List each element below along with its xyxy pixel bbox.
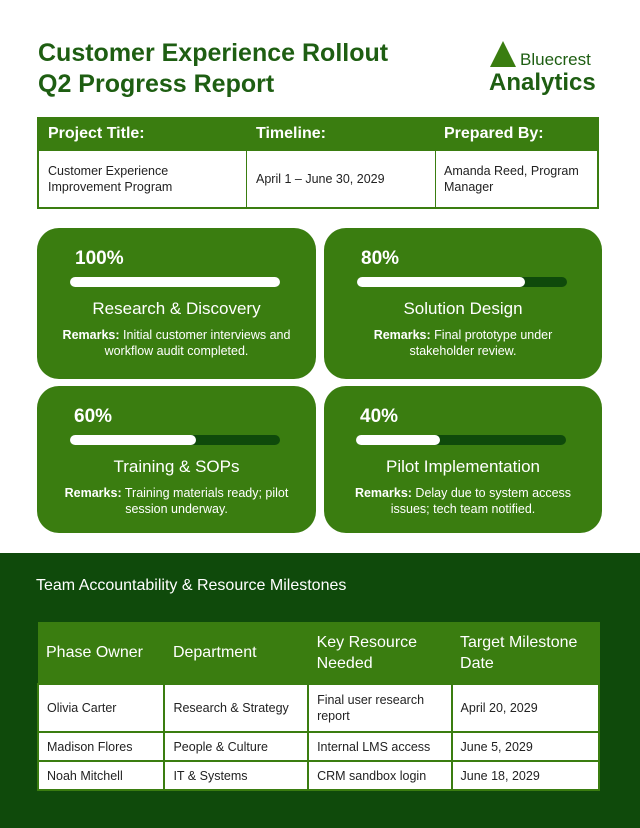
phase-title: Research & Discovery [92,299,261,318]
phase-remark [338,485,588,517]
phase-card-training [37,386,316,533]
progress-track [357,277,567,287]
project-title-value: Customer Experience Improvement Program [48,164,173,194]
table-row [38,732,599,761]
remark-label: Remarks: [64,486,122,500]
timeline-value: April 1 – June 30, 2029 [256,172,385,186]
table-row [38,761,599,790]
progress-track [70,435,280,445]
resource-cell: CRM sandbox login [308,761,451,790]
report-title [38,38,388,100]
milestones-table [37,622,600,791]
phase-percent: 80% [361,248,400,269]
department-cell: Research & Strategy [164,684,308,732]
prepared-by-value: Amanda Reed, Program Manager [444,164,579,194]
phase-card-pilot [324,386,602,533]
progress-track [356,435,566,445]
progress-track [70,277,280,287]
remark-label: Remarks: [62,328,120,342]
remark-text: Training materials ready; pilot session underway. [124,486,289,516]
company-logo [489,40,609,98]
title-line-2: Q2 Progress Report [38,70,275,98]
column-header-resource: Key Resource Needed [308,622,451,684]
column-header-owner: Phase Owner [38,622,164,684]
milestones-title: Team Accountability & Resource Milestones [36,577,347,594]
phase-card-solution-design [324,228,602,379]
date-cell: June 18, 2029 [452,761,599,790]
remark-text: Initial customer interviews and workflow audit completed. [104,328,291,358]
table-row [38,684,599,732]
remark-text: Delay due to system access issues; tech team notified. [390,486,572,516]
milestones-section [0,553,640,828]
phase-title: Pilot Implementation [385,457,541,476]
progress-fill [70,277,280,287]
column-header-department: Department [164,622,308,684]
project-info-table [37,117,599,209]
owner-cell: Olivia Carter [38,684,164,732]
remark-label: Remarks: [373,328,431,342]
remark-text: Final prototype under stakeholder review. [409,328,553,358]
owner-cell: Noah Mitchell [38,761,164,790]
phase-title: Solution Design [403,299,523,318]
column-divider [246,151,247,207]
title-line-1: Customer Experience Rollout [38,39,389,67]
resource-cell: Final user research report [308,684,451,732]
phase-remark [364,327,562,359]
logo-name-line-2: Analytics [489,69,596,96]
logo-name-line-1: Bluecrest [520,50,591,69]
remark-label: Remarks: [354,486,412,500]
date-cell: June 5, 2029 [452,732,599,761]
progress-fill [70,435,196,445]
phase-card-research [37,228,316,379]
date-cell: April 20, 2029 [452,684,599,732]
phase-remark [51,485,302,517]
phase-title: Training & SOPs [113,457,240,476]
prepared-by-header: Prepared By: [444,125,544,142]
owner-cell: Madison Flores [38,732,164,761]
column-divider [435,151,436,207]
table-header-row [38,622,599,684]
department-cell: IT & Systems [164,761,308,790]
progress-fill [356,435,440,445]
department-cell: People & Culture [164,732,308,761]
timeline-header: Timeline: [256,125,326,142]
triangle-mountain-icon [489,40,517,68]
phase-percent: 40% [360,406,399,427]
phase-percent: 100% [75,248,124,269]
phase-remark [51,327,302,359]
column-header-date: Target Milestone Date [452,622,599,684]
phase-percent: 60% [74,406,113,427]
progress-fill [357,277,525,287]
project-title-header: Project Title: [48,125,145,142]
resource-cell: Internal LMS access [308,732,451,761]
